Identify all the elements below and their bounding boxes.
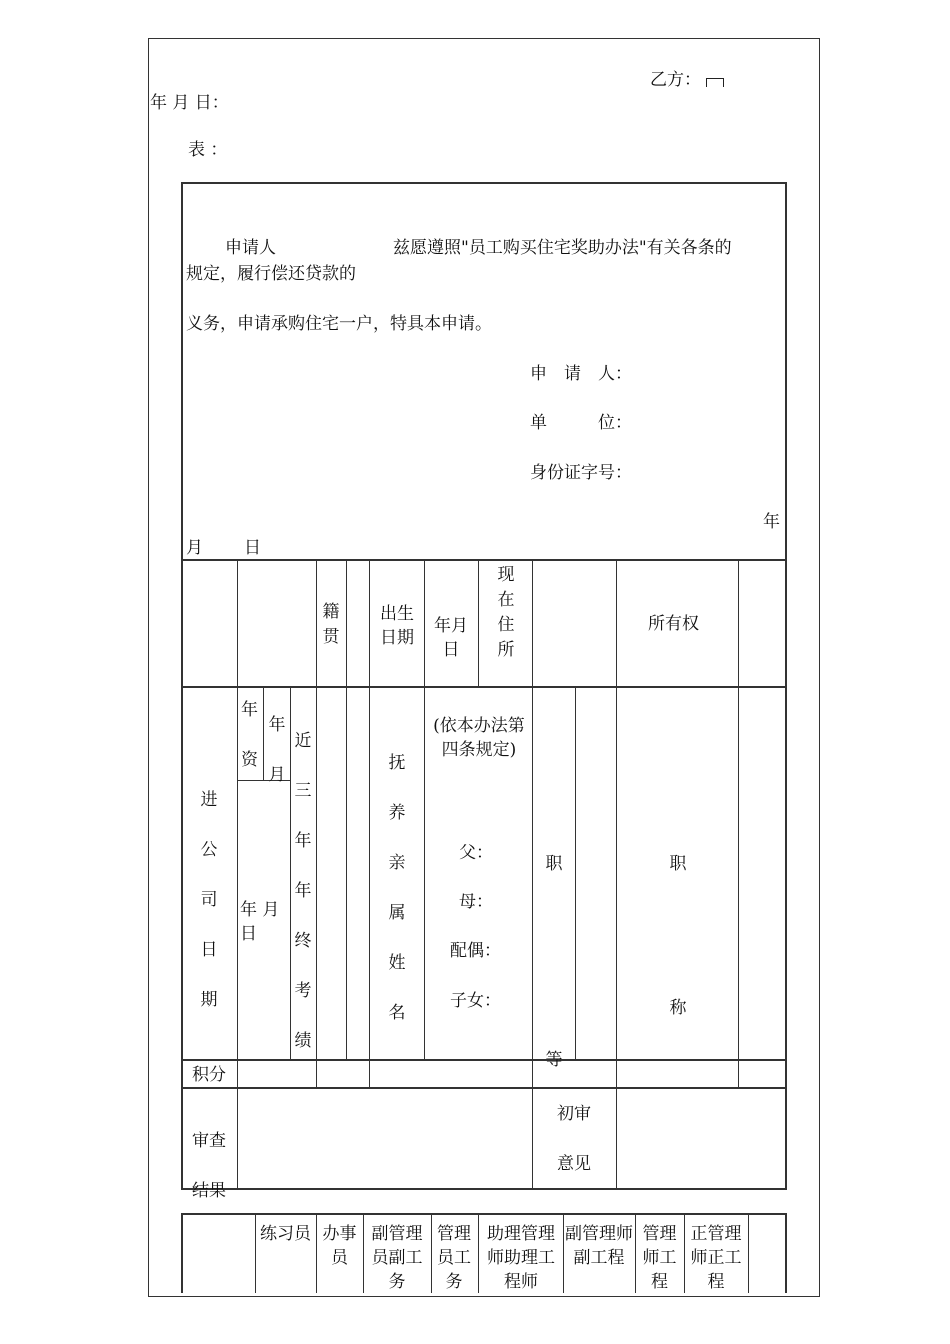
col-divider <box>290 687 291 1060</box>
grade-clerk: 办事员 <box>322 1224 357 1268</box>
col-divider <box>563 1215 564 1293</box>
grade-admin: 管理员工务 <box>437 1224 471 1292</box>
col-divider <box>369 560 370 687</box>
col-divider <box>237 1088 238 1189</box>
date-year: 年 <box>763 512 780 532</box>
col-divider <box>532 560 533 687</box>
score-label: 积分 <box>192 1065 226 1085</box>
col-divider <box>532 687 533 1060</box>
col-divider <box>369 687 370 1060</box>
date-line: 年 月 日： <box>150 93 229 113</box>
application-line3: 义务，申请承购住宅一户，特具本申请。 <box>186 314 492 334</box>
col-divider <box>616 560 617 687</box>
grade-trainee: 练习员 <box>260 1224 311 1244</box>
col-divider <box>532 1088 533 1189</box>
initial-opinion-line2: 意见 <box>557 1154 591 1174</box>
col-divider <box>532 1060 533 1088</box>
col-divider <box>237 687 238 1060</box>
col-divider <box>635 1215 636 1293</box>
party-b-label: 乙方： <box>650 70 701 90</box>
col-divider <box>316 687 317 1060</box>
birth-ymd-label: 年月日 <box>434 616 468 660</box>
col-divider <box>346 560 347 687</box>
date-month: 月 <box>186 538 203 558</box>
review-result-label: 审查结果 <box>192 1131 226 1201</box>
col-divider <box>684 1215 685 1293</box>
date-day: 日 <box>244 538 261 558</box>
col-divider <box>316 1215 317 1293</box>
row-divider <box>183 686 785 688</box>
col-divider <box>616 687 617 1060</box>
current-address-label <box>496 563 516 663</box>
col-divider <box>738 1060 739 1088</box>
col-divider <box>424 560 425 687</box>
col-divider <box>738 687 739 1060</box>
initial-opinion-line1: 初审 <box>557 1104 591 1124</box>
grade-manager: 管理师工程 <box>642 1224 677 1292</box>
party-b-blank <box>706 78 724 87</box>
seniority-ymd: 年 月日 <box>240 900 280 944</box>
col-divider <box>346 687 347 1060</box>
col-divider <box>424 687 425 1060</box>
recent-evaluation-label: 近三年年终考绩 <box>294 731 312 1051</box>
native-place-label: 籍贯 <box>322 602 340 647</box>
seniority-zi: 资 <box>241 750 258 770</box>
col-divider <box>316 1060 317 1088</box>
grade-senior-manager: 正管理师正工程 <box>690 1224 742 1292</box>
col-divider <box>575 687 576 1060</box>
birth-date-label: 出生日期 <box>380 604 414 648</box>
current-address-text: 现在住所 <box>497 565 515 660</box>
dependents-label: 抚养亲属姓名 <box>388 753 406 1023</box>
col-divider <box>616 1088 617 1189</box>
signature-unit: 单 位： <box>530 413 632 433</box>
application-line1: 兹愿遵照"员工购买住宅奖助办法"有关各条的 <box>393 238 732 258</box>
title-label: 职称 <box>669 854 687 1018</box>
col-divider <box>255 1215 256 1293</box>
seniority-months: 年月 <box>268 715 286 785</box>
signature-applicant: 申 请 人： <box>530 364 632 384</box>
row-divider <box>183 559 785 561</box>
grade-deputy-manager: 副管理师副工程 <box>565 1224 633 1268</box>
row-divider <box>183 1087 785 1089</box>
rule-note: (依本办法第四条规定) <box>433 716 525 760</box>
col-divider <box>478 560 479 687</box>
col-divider <box>616 1060 617 1088</box>
seniority-year: 年 <box>241 700 258 720</box>
col-divider <box>738 560 739 687</box>
col-divider <box>369 1060 370 1088</box>
row-divider <box>183 1059 785 1061</box>
col-divider <box>263 687 264 781</box>
grade-assistant-manager: 助理管理师助理工程师 <box>487 1224 555 1292</box>
father-label: 父： <box>459 843 493 863</box>
col-divider <box>478 1215 479 1293</box>
signature-id-number: 身份证字号： <box>530 463 632 483</box>
col-divider <box>237 560 238 687</box>
applicant-word: 申请人 <box>225 238 276 258</box>
grade-label: 职等 <box>545 854 563 1070</box>
children-label: 子女： <box>450 991 501 1011</box>
col-divider <box>748 1215 749 1293</box>
grade-deputy-admin: 副管理员副工务 <box>371 1224 423 1292</box>
col-divider <box>431 1215 432 1293</box>
mother-label: 母： <box>459 892 493 912</box>
form-label: 表 ： <box>188 140 228 160</box>
col-divider <box>237 1060 238 1088</box>
col-divider <box>316 560 317 687</box>
application-line2: 规定，履行偿还贷款的 <box>186 264 356 284</box>
join-date-label: 进公司日期 <box>200 790 218 1010</box>
ownership-label: 所有权 <box>648 614 699 634</box>
spouse-label: 配偶： <box>450 941 501 961</box>
